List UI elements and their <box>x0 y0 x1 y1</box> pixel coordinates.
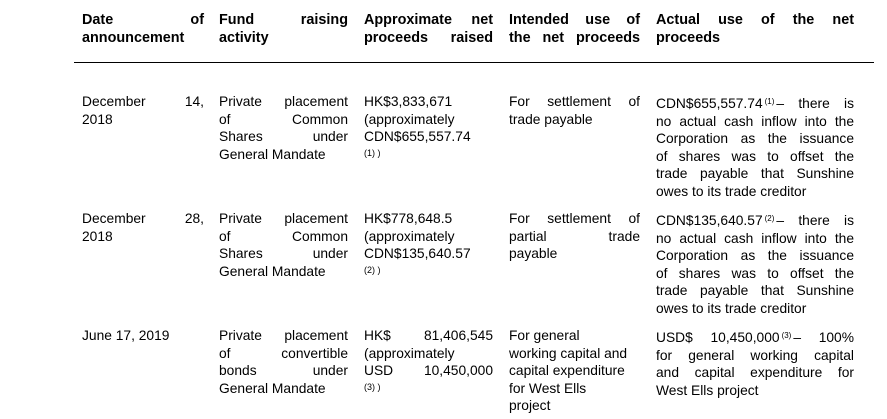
header-intended-use: Intended use of the net proceeds <box>509 12 640 46</box>
row2-fund-activity: Private placement of Common Shares under General Mandate <box>219 211 348 279</box>
row1-net-proceeds: HK$3,833,671 (approximately CDN$655,557.74 (1) ) <box>364 94 471 158</box>
row3-intended-use: For general working capital and capital expenditure for West Ells project <box>509 328 628 413</box>
row2-intended-use: For settlement of partial trade payable <box>509 211 640 261</box>
header-net-proceeds: Approximate net proceeds raised <box>364 12 493 46</box>
row3-date: June 17, 2019 <box>82 328 170 343</box>
row1-date: December 14, 2018 <box>82 94 204 127</box>
header-actual-use: Actual use of the net proceeds <box>656 12 854 46</box>
row3-actual-use: USD$ 10,450,000 $^{(3)}$ – 100% for general working capital and capital expenditure for West Ells project <box>656 330 854 398</box>
header-date: Date of announcement <box>82 12 204 46</box>
row3-net-proceeds: HK$ 81,406,545 (approximately USD 10,450,000 (3) ) <box>364 328 493 392</box>
header-rule <box>74 62 874 63</box>
row1-fund-activity: Private placement of Common Shares under General Mandate <box>219 94 348 162</box>
row1-intended-use: For settlement of trade payable <box>509 94 640 127</box>
header-fund-raising-activity: Fund raising activity <box>219 12 348 46</box>
row2-net-proceeds: HK$778,648.5 (approximately CDN$135,640.57 (2) ) <box>364 211 471 275</box>
row2-date: December 28, 2018 <box>82 211 204 244</box>
row1-actual-use: CDN$655,557.74 $^{(1)}$ – there is no actual cash inflow into the Corporation as the issuance of shares was to offset the trade payable that Sunshine owes to its trade creditor <box>656 96 854 199</box>
row2-actual-use: CDN$135,640.57 $^{(2)}$ – there is no actual cash inflow into the Corporation as the issuance of shares was to offset the trade payable that Sunshine owes to its trade creditor <box>656 213 854 316</box>
row3-fund-activity: Private placement of convertible bonds under General Mandate <box>219 328 348 396</box>
